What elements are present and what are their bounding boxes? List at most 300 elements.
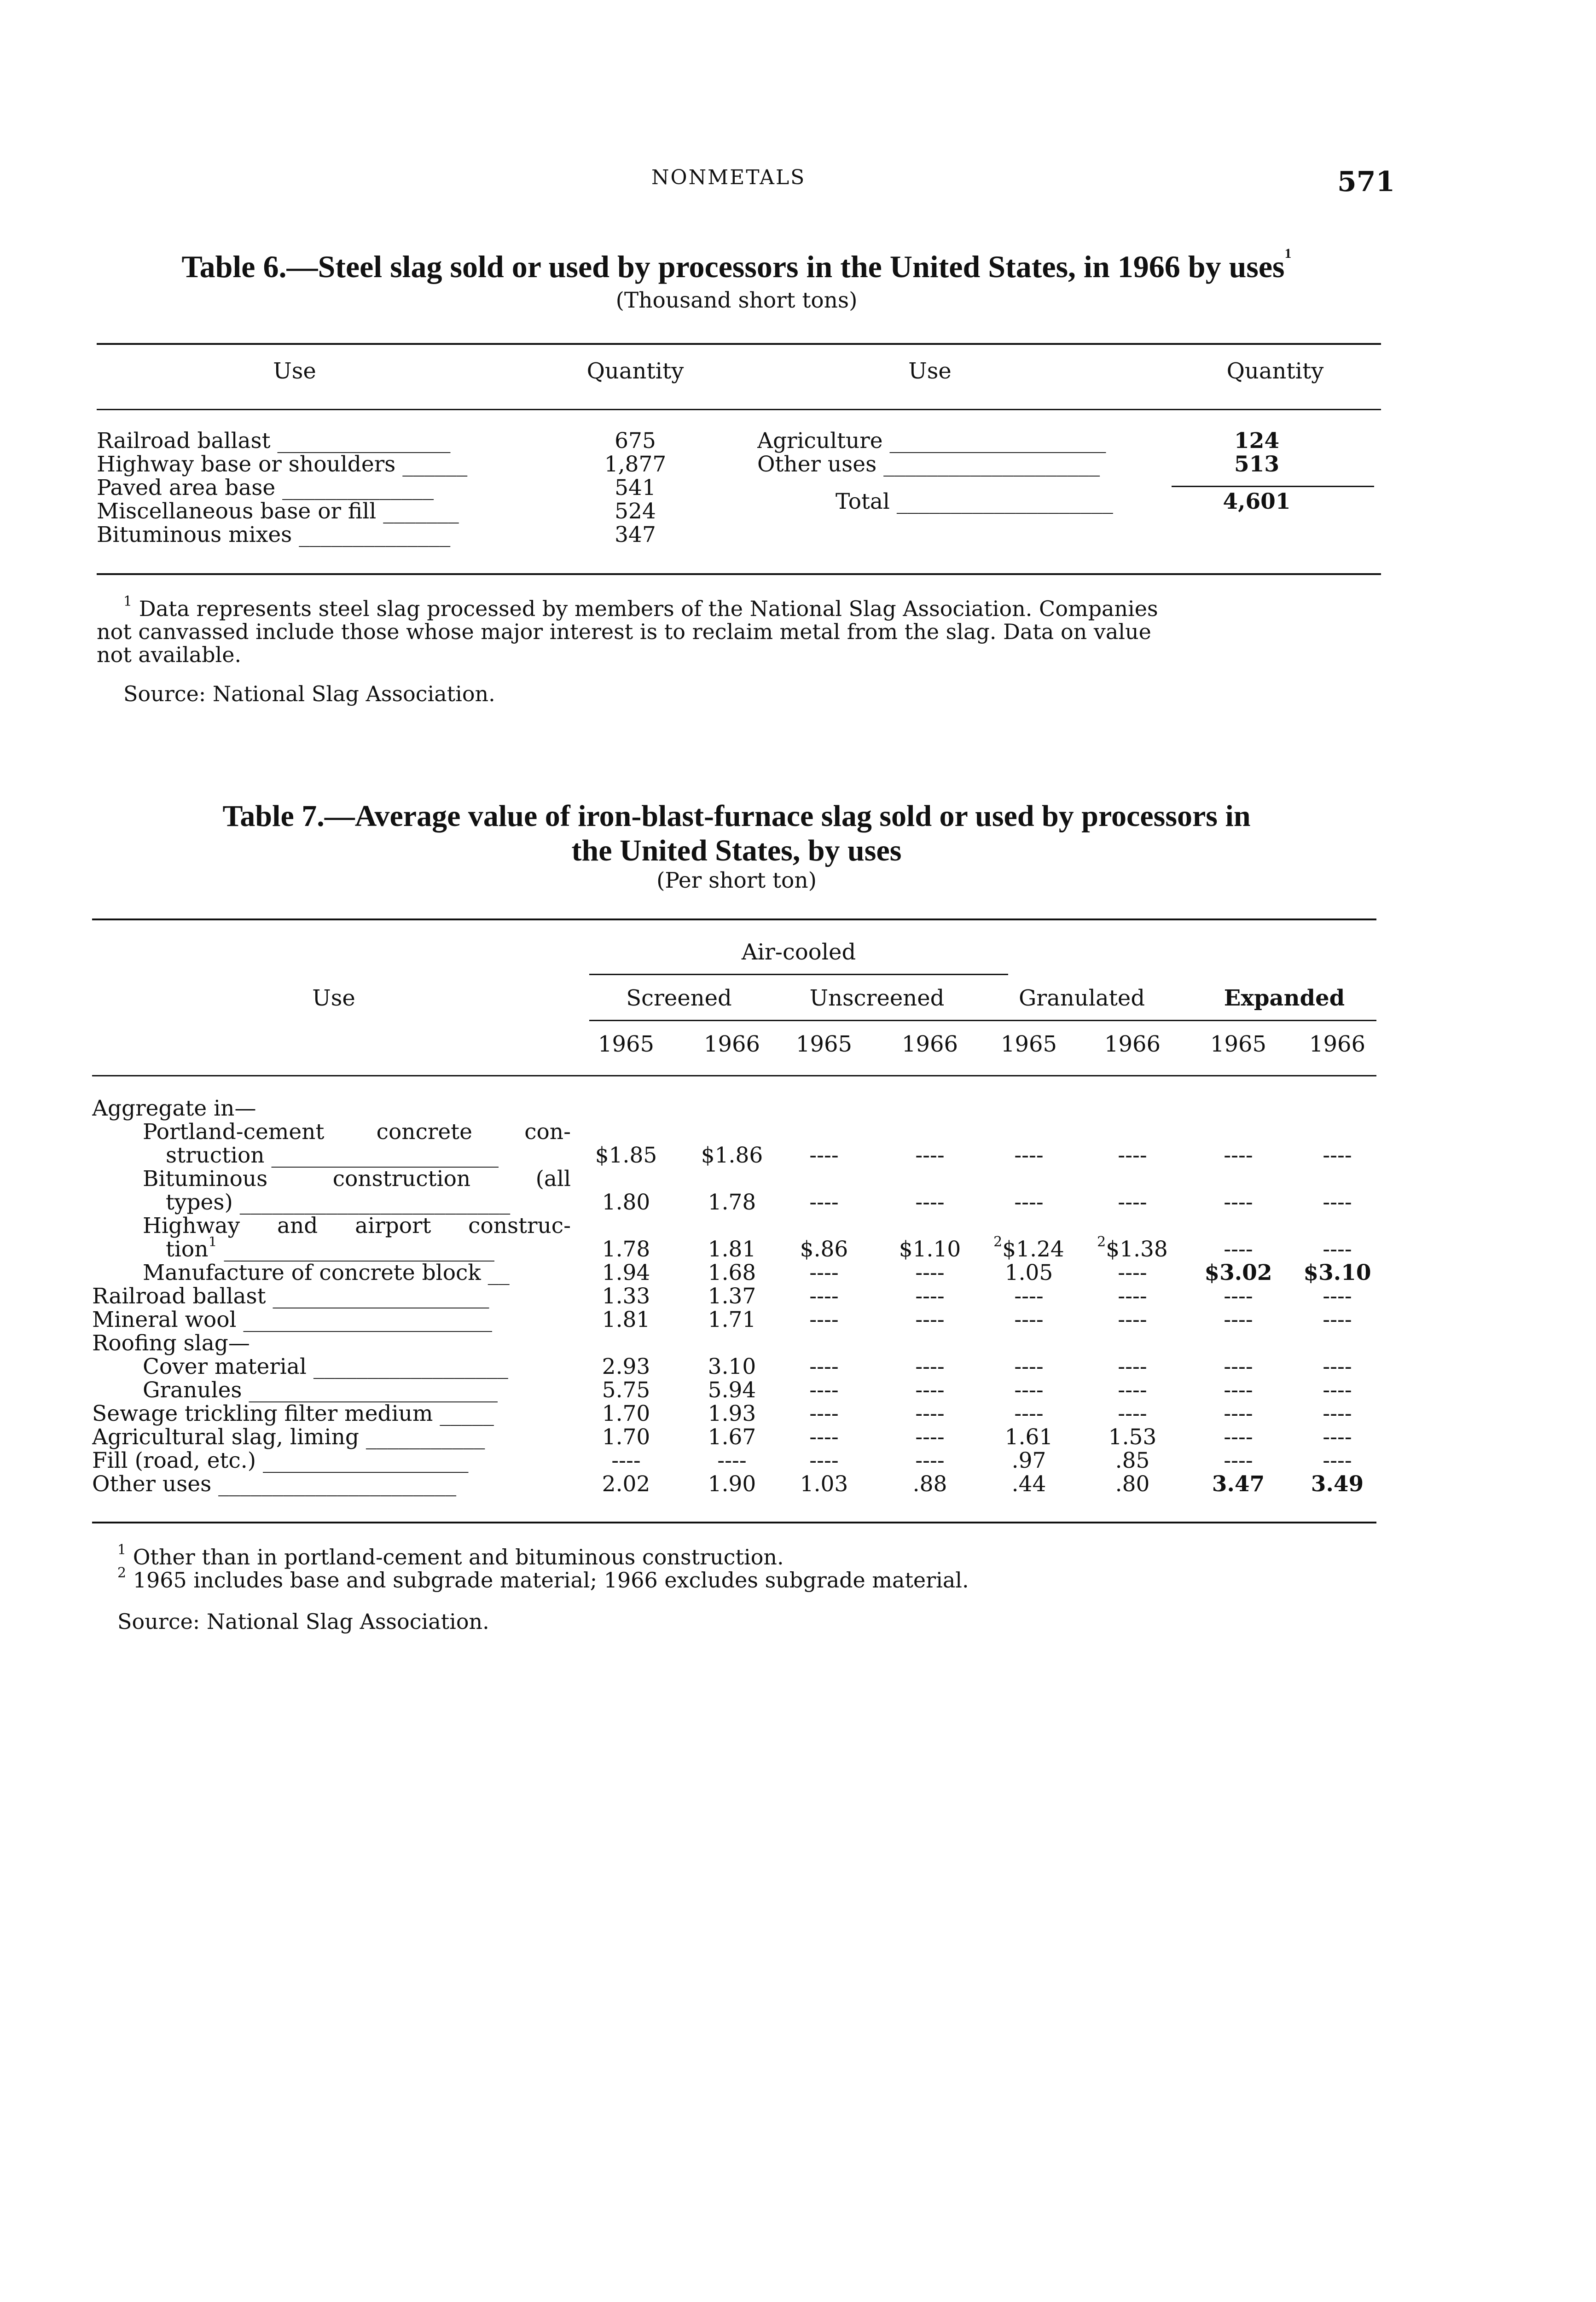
table6-total-label [836, 489, 1172, 514]
table6-header-quantity-right: Quantity [1226, 358, 1324, 384]
table7-cell-value: ---- [1323, 1143, 1352, 1168]
page-number: 571 [1337, 166, 1395, 198]
table7-cell [1079, 1234, 1185, 1262]
table7-cell-value: ---- [915, 1448, 945, 1473]
table7-row-label-text: tion [166, 1237, 209, 1262]
table7-cell-value: ---- [1118, 1190, 1147, 1215]
table7-cell [1185, 1284, 1291, 1309]
table7-row-leader: ___________ [359, 1424, 485, 1450]
table7-cell-value: ---- [1014, 1307, 1044, 1332]
running-head: NONMETALS [651, 166, 806, 189]
table7-row-label-text: Sewage trickling filter medium [92, 1401, 433, 1426]
table7-cell [1284, 1237, 1390, 1262]
table7-cell [573, 1190, 679, 1215]
table7-footnote-marker: 2 [117, 1565, 127, 1581]
table7-row-leader: __________________ [306, 1354, 508, 1379]
table7-cell [573, 1260, 679, 1285]
table7-cell-value: ---- [1323, 1284, 1352, 1309]
table7-cell [1284, 1448, 1390, 1473]
table7-cell-value: ---- [915, 1378, 945, 1403]
table7-row-label [92, 1284, 571, 1309]
table7-cell-value: $1.10 [899, 1237, 961, 1262]
table7-row-label-footnote: 1 [208, 1237, 217, 1250]
table7-year-header: 1965 [1210, 1031, 1267, 1057]
table7-cell [1079, 1190, 1185, 1215]
table6-row-label [757, 428, 1172, 453]
table7-cell [679, 1190, 785, 1215]
table7-cell-value: ---- [1224, 1354, 1253, 1379]
table7-row-leader: ____________________ [266, 1284, 489, 1309]
table6-footnote-text: not available. [97, 642, 242, 667]
table7-cell [679, 1448, 785, 1473]
table7-cell-value: ---- [809, 1190, 839, 1215]
table7-row-label [166, 1143, 571, 1168]
table7-cell [1185, 1237, 1291, 1262]
table7-cell [976, 1424, 1082, 1450]
table6-row-use: Paved area base [97, 475, 276, 500]
table7-row-label-text: Manufacture of concrete block [143, 1260, 481, 1285]
table6-header-quantity-left: Quantity [586, 358, 684, 384]
table7-cell [976, 1190, 1082, 1215]
table7-cell-value: ---- [1224, 1190, 1253, 1215]
table7-cell-value: ---- [1118, 1284, 1147, 1309]
table7-cell [1284, 1284, 1390, 1309]
table7-cell-value: ---- [1224, 1307, 1253, 1332]
table7-cell [1284, 1143, 1390, 1168]
table7-cell [976, 1401, 1082, 1426]
table7-row-label-text: Fill (road, etc.) [92, 1448, 256, 1473]
table7-cell-value: 1.78 [708, 1190, 756, 1215]
table6-bottom-rule [97, 573, 1381, 575]
table7-row-label-text: Agricultural slag, liming [92, 1424, 359, 1450]
table7-cell-value: ---- [915, 1284, 945, 1309]
table7-cell [573, 1448, 679, 1473]
table7-cell-value: $1.24 [1002, 1237, 1064, 1262]
table7-cell-value: .97 [1011, 1448, 1046, 1473]
table6-row-label [97, 475, 529, 500]
table7-cell-value: 1.03 [800, 1471, 848, 1497]
table7-row-leader: ______________________ [211, 1471, 457, 1497]
table7-cell-value: ---- [1323, 1307, 1352, 1332]
table6-subtitle: (Thousand short tons) [615, 288, 858, 313]
table7-row-label-text: Highway and airport construc- [143, 1213, 571, 1238]
table7-cell-value: ---- [1323, 1448, 1352, 1473]
table6-row-quantity: 675 [615, 428, 656, 453]
table7-cell-value: ---- [809, 1284, 839, 1309]
table7-cell [1284, 1471, 1390, 1497]
table7-cell [573, 1143, 679, 1168]
table7-row-label [143, 1260, 571, 1285]
table7-cell-value: ---- [915, 1190, 945, 1215]
table6-row-label [757, 452, 1172, 477]
table6-row-use: Other uses [757, 452, 877, 477]
table7-header-rule [92, 1075, 1376, 1076]
table7-cell-value: 1.81 [602, 1307, 650, 1332]
table7-cell [573, 1284, 679, 1309]
table7-cell [771, 1284, 877, 1309]
table7-cell [877, 1354, 983, 1379]
table7-cell [1079, 1401, 1185, 1426]
table7-cell-value: ---- [1224, 1378, 1253, 1403]
table7-row-label [143, 1354, 571, 1379]
table6-row-leader: ______________ [292, 522, 451, 547]
table7-cell [1079, 1354, 1185, 1379]
table6-row-use: Miscellaneous base or fill [97, 499, 377, 524]
table7-cell [679, 1401, 785, 1426]
table7-cell [877, 1284, 983, 1309]
table7-cell [679, 1424, 785, 1450]
table6-row-leader: ______ [395, 452, 468, 477]
table7-cell [771, 1307, 877, 1332]
table7-cell-value: $1.38 [1106, 1237, 1168, 1262]
table6-row-leader: ____________________ [876, 452, 1100, 477]
table6-row-quantity: 124 [1234, 428, 1280, 453]
table7-row-label-text: Bituminous construction (all [143, 1166, 571, 1192]
table7-cell-value: ---- [1224, 1401, 1253, 1426]
table7-cell-value: 1.33 [602, 1284, 650, 1309]
table6-row-leader: ______________ [275, 475, 434, 500]
table7-cell [771, 1260, 877, 1285]
table7-title-line2: the United States, by uses [571, 834, 902, 867]
table7-cell-value: ---- [809, 1448, 839, 1473]
table7-footnote-line [117, 1542, 784, 1570]
table6-row-label [97, 428, 529, 453]
table7-cell [771, 1143, 877, 1168]
table7-cell-value: .44 [1011, 1471, 1046, 1497]
table7-cell-value: ---- [1118, 1354, 1147, 1379]
table7-source: Source: National Slag Association. [117, 1609, 489, 1634]
table7-cell [1079, 1471, 1185, 1497]
table7-row-label [92, 1401, 571, 1426]
table7-cell [1185, 1143, 1291, 1168]
table7-cell [1079, 1143, 1185, 1168]
table7-cell [1079, 1448, 1185, 1473]
table7-cell [679, 1284, 785, 1309]
table7-cell-value: ---- [611, 1448, 641, 1473]
table7-header-use: Use [312, 985, 355, 1011]
table7-cell-value: ---- [1014, 1401, 1044, 1426]
table7-row-label [143, 1378, 571, 1403]
table7-cell-value: .85 [1115, 1448, 1150, 1473]
table7-cell [1185, 1378, 1291, 1403]
table7-cell-value: $3.02 [1204, 1260, 1272, 1285]
table7-row-label-text: Other uses [92, 1471, 212, 1497]
table7-air-cooled-rule [589, 974, 1008, 975]
table6-row-label [97, 452, 529, 477]
table7-cell [573, 1237, 679, 1262]
table7-cell-value: ---- [809, 1307, 839, 1332]
table7-cell-value: 3.49 [1311, 1471, 1364, 1497]
table7-cell-value: ---- [915, 1260, 945, 1285]
table7-cell-value: 1.53 [1108, 1424, 1157, 1450]
table6-row-use: Agriculture [757, 428, 883, 453]
table7-row-leader: _________________________ [232, 1190, 511, 1215]
table7-row-label-text: struction [166, 1143, 265, 1168]
table7-row-leader: _________________________ [217, 1237, 495, 1262]
table7-cell [771, 1237, 877, 1262]
table7-cell [573, 1424, 679, 1450]
table7-cell-value: ---- [1118, 1143, 1147, 1168]
table7-cell [1079, 1284, 1185, 1309]
table6-row-leader: ____________________ [882, 428, 1106, 453]
table7-cell [1284, 1190, 1390, 1215]
table7-year-header: 1966 [1309, 1031, 1366, 1057]
table7-cell [877, 1237, 983, 1262]
table7-cell-value: $1.86 [701, 1143, 763, 1168]
table7-cell-value: 5.75 [602, 1378, 650, 1403]
table7-year-header: 1965 [598, 1031, 655, 1057]
table7-cell-value: ---- [717, 1448, 747, 1473]
table6-top-rule [97, 343, 1381, 345]
table7-row-label-text: Railroad ballast [92, 1284, 266, 1309]
table7-cell-footnote: 2 [1097, 1234, 1106, 1250]
table7-cell [877, 1307, 983, 1332]
table7-row-label [143, 1213, 571, 1238]
table7-row-label [166, 1237, 571, 1262]
table7-cell [679, 1237, 785, 1262]
table7-cell-value: $1.85 [595, 1143, 657, 1168]
table7-row-label [166, 1190, 571, 1215]
table6-header-use-right: Use [908, 358, 952, 384]
table7-header-unscreened: Unscreened [809, 985, 945, 1011]
table7-cell-value: ---- [1014, 1378, 1044, 1403]
table7-cell [573, 1378, 679, 1403]
table7-title-line1: Table 7.—Average value of iron-blast-furnace slag sold or used by processors in [222, 799, 1251, 833]
table7-cell-value: $3.10 [1303, 1260, 1371, 1285]
table7-row-label-text: Mineral wool [92, 1307, 237, 1332]
table7-cell [573, 1401, 679, 1426]
table6-row-use: Railroad ballast [97, 428, 271, 453]
table7-cell-value: ---- [1014, 1190, 1044, 1215]
table7-cell [877, 1143, 983, 1168]
table7-cell [877, 1260, 983, 1285]
table6-footnote-text: not canvassed include those whose major interest is to reclaim metal from the slag. Data on value [97, 619, 1151, 644]
table7-cell [976, 1284, 1082, 1309]
table7-footnote-marker: 1 [117, 1542, 127, 1558]
table7-year-header: 1965 [1000, 1031, 1057, 1057]
table7-cell [877, 1401, 983, 1426]
table7-group-label: Aggregate in— [92, 1096, 256, 1121]
table7-cell [771, 1448, 877, 1473]
table7-cell [679, 1143, 785, 1168]
table7-cell-value: ---- [1118, 1307, 1147, 1332]
table7-cell [1185, 1401, 1291, 1426]
table6-footnote-line [97, 619, 1151, 644]
table7-cell [1284, 1260, 1390, 1285]
table7-year-header: 1966 [1104, 1031, 1161, 1057]
table7-cell [771, 1424, 877, 1450]
table7-cell [1185, 1354, 1291, 1379]
table7-cell [679, 1354, 785, 1379]
table7-cell-value: ---- [1224, 1448, 1253, 1473]
table6-row-quantity: 524 [615, 499, 656, 524]
table7-cell-value: ---- [1118, 1260, 1147, 1285]
table7-cell-value: ---- [1323, 1354, 1352, 1379]
table7-cell [573, 1354, 679, 1379]
table6-header-use-left: Use [273, 358, 316, 384]
table7-group-rule [589, 1020, 1376, 1021]
table7-cell [1079, 1378, 1185, 1403]
table7-cell [976, 1378, 1082, 1403]
table7-cell-value: ---- [1118, 1401, 1147, 1426]
table7-footnote-text: 1965 includes base and subgrade material; 1966 excludes subgrade material. [126, 1568, 969, 1593]
table6-footnote-text: Data represents steel slag processed by members of the National Slag Association. Companies [132, 596, 1158, 621]
table7-cell [877, 1190, 983, 1215]
table7-header-screened: Screened [626, 985, 732, 1011]
table7-cell-value: 1.81 [708, 1237, 756, 1262]
table7-year-header: 1965 [795, 1031, 853, 1057]
table7-row-label [92, 1448, 571, 1473]
table7-cell-value: ---- [1323, 1237, 1352, 1262]
table7-cell [976, 1471, 1082, 1497]
table7-cell [877, 1471, 983, 1497]
table7-cell [771, 1401, 877, 1426]
table7-cell-value: ---- [1224, 1284, 1253, 1309]
table7-cell-value: ---- [915, 1143, 945, 1168]
table7-cell-value: 3.10 [708, 1354, 756, 1379]
table7-row-leader: __ [481, 1260, 510, 1285]
table7-row-leader: _____ [433, 1401, 494, 1426]
table7-cell [1185, 1260, 1291, 1285]
table7-cell-value: ---- [809, 1354, 839, 1379]
table7-cell-value: ---- [915, 1424, 945, 1450]
table7-cell [877, 1378, 983, 1403]
table7-cell [976, 1307, 1082, 1332]
table7-cell [573, 1471, 679, 1497]
table7-cell-value: ---- [809, 1143, 839, 1168]
table7-cell [1185, 1448, 1291, 1473]
table7-cell-value: .80 [1115, 1471, 1150, 1497]
table7-cell [976, 1143, 1082, 1168]
table7-cell-value: 1.93 [708, 1401, 756, 1426]
table7-bottom-rule [92, 1522, 1376, 1523]
table7-cell [976, 1234, 1082, 1262]
table7-cell-value: 1.94 [602, 1260, 650, 1285]
table7-row-label [143, 1166, 571, 1192]
table6-total-rule [1172, 486, 1374, 487]
table7-cell-value: ---- [809, 1378, 839, 1403]
table7-cell-value: ---- [1224, 1237, 1253, 1262]
table7-cell-value: 1.37 [708, 1284, 756, 1309]
table7-row-label [92, 1424, 571, 1450]
table7-row-label-text: Portland-cement concrete con- [143, 1119, 571, 1145]
table7-cell [976, 1448, 1082, 1473]
table7-header-expanded: Expanded [1224, 985, 1345, 1011]
table7-row-label [92, 1307, 571, 1332]
table7-cell-value: ---- [915, 1401, 945, 1426]
table6-total-quantity: 4,601 [1223, 489, 1291, 514]
table7-cell-value: 1.70 [602, 1424, 650, 1450]
table7-cell [573, 1307, 679, 1332]
table7-cell [679, 1471, 785, 1497]
table7-cell-value: 3.47 [1212, 1471, 1265, 1497]
table7-cell [679, 1307, 785, 1332]
table7-cell-value: 1.90 [708, 1471, 756, 1497]
table7-cell-value: .88 [912, 1471, 947, 1497]
table7-cell-value: ---- [1323, 1424, 1352, 1450]
table6-row-label [97, 522, 529, 547]
table7-cell [771, 1378, 877, 1403]
table7-cell-value: 5.94 [708, 1378, 756, 1403]
table7-cell-value: ---- [809, 1260, 839, 1285]
table7-cell [1185, 1190, 1291, 1215]
table6-total-use: Total [836, 489, 890, 514]
table7-cell-value: 1.05 [1004, 1260, 1053, 1285]
table6-row-leader: _______ [376, 499, 459, 524]
table7-row-leader: _______________________ [242, 1378, 498, 1403]
table7-cell-value: ---- [915, 1307, 945, 1332]
table7-cell-value: 1.68 [708, 1260, 756, 1285]
table7-row-label [143, 1119, 571, 1145]
table7-cell-value: 1.61 [1004, 1424, 1053, 1450]
table6-row-leader: ________________ [270, 428, 451, 453]
table7-cell-value: ---- [1118, 1378, 1147, 1403]
table7-row-leader: _______________________ [236, 1307, 493, 1332]
table6-footnote-marker: 1 [123, 593, 133, 610]
table7-cell-value: ---- [1323, 1401, 1352, 1426]
table7-row-label [92, 1331, 571, 1356]
table6-row-quantity: 541 [615, 475, 656, 500]
table6-title: Table 6.—Steel slag sold or used by processors in the United States, in 1966 by uses$^1$ [181, 246, 1292, 284]
table7-cell [1284, 1354, 1390, 1379]
table7-cell [1284, 1401, 1390, 1426]
table7-cell [1284, 1424, 1390, 1450]
table7-cell-footnote: 2 [993, 1234, 1003, 1250]
table7-row-label-text: types) [166, 1190, 233, 1215]
table7-row-label-text: Roofing slag— [92, 1331, 250, 1356]
table7-cell-value: ---- [809, 1424, 839, 1450]
table6-title-block [97, 246, 1376, 285]
table7-cell-value: ---- [1014, 1354, 1044, 1379]
table7-row-leader: ___________________ [256, 1448, 469, 1473]
table7-cell-value: ---- [809, 1401, 839, 1426]
table7-cell [1185, 1307, 1291, 1332]
table6-row-quantity: 513 [1234, 452, 1280, 477]
table7-cell-value: ---- [1224, 1424, 1253, 1450]
table7-cell [1079, 1307, 1185, 1332]
table7-cell [976, 1354, 1082, 1379]
table7-header-air-cooled: Air-cooled [741, 939, 856, 965]
table7-year-header: 1966 [901, 1031, 958, 1057]
table6-footnote-line [97, 642, 241, 667]
table7-cell-value: 2.02 [602, 1471, 650, 1497]
table6-row-label [97, 499, 529, 524]
table7-row-label [92, 1471, 571, 1497]
table6-row-quantity: 1,877 [604, 452, 667, 477]
table7-row-label-text: Cover material [143, 1354, 307, 1379]
table7-cell [771, 1190, 877, 1215]
table7-cell [1284, 1378, 1390, 1403]
table7-footnote-text: Other than in portland-cement and bituminous construction. [126, 1545, 784, 1570]
table7-cell-value: 1.80 [602, 1190, 650, 1215]
table7-row-label-text: Granules [143, 1378, 242, 1403]
table6-row-use: Bituminous mixes [97, 522, 292, 547]
table7-year-header: 1966 [703, 1031, 760, 1057]
table7-cell-value: 1.67 [708, 1424, 756, 1450]
table7-cell [1185, 1471, 1291, 1497]
table7-cell [1284, 1307, 1390, 1332]
table7-header-granulated: Granulated [1018, 985, 1145, 1011]
table7-cell-value: ---- [915, 1354, 945, 1379]
table7-cell-value: 1.78 [602, 1237, 650, 1262]
table7-cell-value: ---- [1323, 1190, 1352, 1215]
table7-cell [771, 1354, 877, 1379]
table7-cell [679, 1260, 785, 1285]
table7-cell-value: ---- [1224, 1143, 1253, 1168]
table7-cell [1079, 1260, 1185, 1285]
table7-cell-value: 2.93 [602, 1354, 650, 1379]
table7-cell-value: 1.71 [708, 1307, 756, 1332]
